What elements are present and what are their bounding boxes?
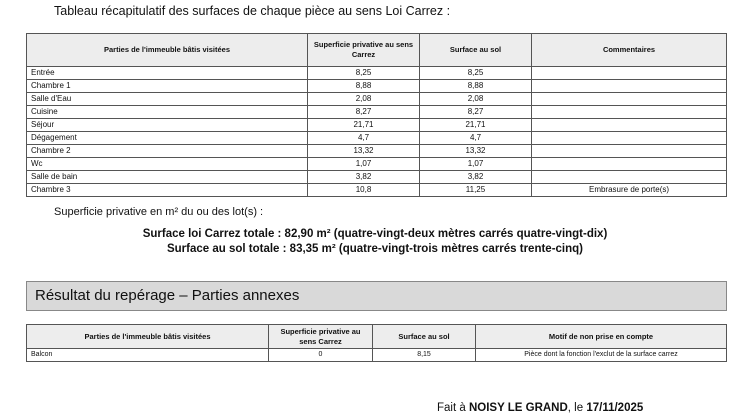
table-cell (532, 132, 727, 145)
table-row (27, 158, 727, 171)
table-cell: 3,82 (308, 171, 420, 184)
table-cell: Chambre 1 (27, 80, 308, 93)
table-cell: 10,8 (308, 184, 420, 197)
total-sol: Surface au sol totale : 83,35 m² (quatre-vingt-trois mètres carrés trente-cinq) (166, 243, 584, 255)
table-cell: Pièce dont la fonction l'exclut de la surface carrez (476, 349, 727, 362)
table-cell: Balcon (27, 349, 269, 362)
table-cell: 3,82 (420, 171, 532, 184)
table-cell (532, 145, 727, 158)
table-cell: 4,7 (308, 132, 420, 145)
table-cell: Entrée (27, 67, 308, 80)
col-header: Surface au sol (373, 325, 476, 349)
table-row (27, 184, 727, 197)
table-cell: 11,25 (420, 184, 532, 197)
table-cell (532, 80, 727, 93)
table-cell: 13,32 (420, 145, 532, 158)
table-cell: 0 (269, 349, 373, 362)
table-cell: Cuisine (27, 106, 308, 119)
table-row (27, 106, 727, 119)
table-cell: Chambre 2 (27, 145, 308, 158)
table-cell: 2,08 (420, 93, 532, 106)
section-title: Résultat du repérage – Parties annexes (26, 281, 727, 311)
table-cell (532, 171, 727, 184)
col-header: Parties de l'immeuble bâtis visitées (27, 325, 269, 349)
table-row (27, 132, 727, 145)
table-cell: 8,25 (420, 67, 532, 80)
table-header (27, 34, 727, 67)
table-cell: 4,7 (420, 132, 532, 145)
col-header: Superficie privative au sens Carrez (269, 325, 373, 349)
table-cell: 8,88 (308, 80, 420, 93)
table-cell: Salle d'Eau (27, 93, 308, 106)
footer-prefix: Fait à (437, 402, 469, 414)
table-row (27, 145, 727, 158)
table-cell: 8,88 (420, 80, 532, 93)
table-row (27, 93, 727, 106)
carrez-table (26, 33, 727, 197)
footer-date: 17/11/2025 (586, 402, 644, 414)
footer-mid: , le (567, 402, 587, 414)
table-cell (532, 158, 727, 171)
table-header (27, 325, 727, 349)
signature-line (437, 401, 643, 415)
table-cell: 8,25 (308, 67, 420, 80)
table-cell: 13,32 (308, 145, 420, 158)
col-header: Surface au sol (420, 34, 532, 67)
superficie-label: Superficie privative en m² du ou des lot(s) : (54, 206, 264, 218)
table-cell: Dégagement (27, 132, 308, 145)
table-cell: 1,07 (308, 158, 420, 171)
table-cell (532, 93, 727, 106)
total-carrez: Surface loi Carrez totale : 82,90 m² (quatre-vingt-deux mètres carrés quatre-vingt-dix) (142, 228, 608, 240)
table-cell (532, 119, 727, 132)
table-row (27, 171, 727, 184)
table-cell: Chambre 3 (27, 184, 308, 197)
col-header: Motif de non prise en compte (476, 325, 727, 349)
table-row (27, 119, 727, 132)
table-cell: Embrasure de porte(s) (532, 184, 727, 197)
table-cell: Salle de bain (27, 171, 308, 184)
table-cell: 21,71 (420, 119, 532, 132)
table-cell: 1,07 (420, 158, 532, 171)
table-cell: 2,08 (308, 93, 420, 106)
annexes-table (26, 324, 727, 362)
table-cell (532, 67, 727, 80)
col-header: Parties de l'immeuble bâtis visitées (27, 34, 308, 67)
col-header: Commentaires (532, 34, 727, 67)
table-cell: 21,71 (308, 119, 420, 132)
table-cell: Wc (27, 158, 308, 171)
table-cell (532, 106, 727, 119)
table-row (27, 349, 727, 362)
table-cell: 8,15 (373, 349, 476, 362)
table-cell: Séjour (27, 119, 308, 132)
footer-city: NOISY LE GRAND (468, 402, 568, 414)
table-row (27, 67, 727, 80)
table-title: Tableau récapitulatif des surfaces de chaque pièce au sens Loi Carrez : (54, 4, 451, 18)
col-header: Superficie privative au sens Carrez (308, 34, 420, 67)
table-row (27, 80, 727, 93)
table-cell: 8,27 (420, 106, 532, 119)
table-cell: 8,27 (308, 106, 420, 119)
